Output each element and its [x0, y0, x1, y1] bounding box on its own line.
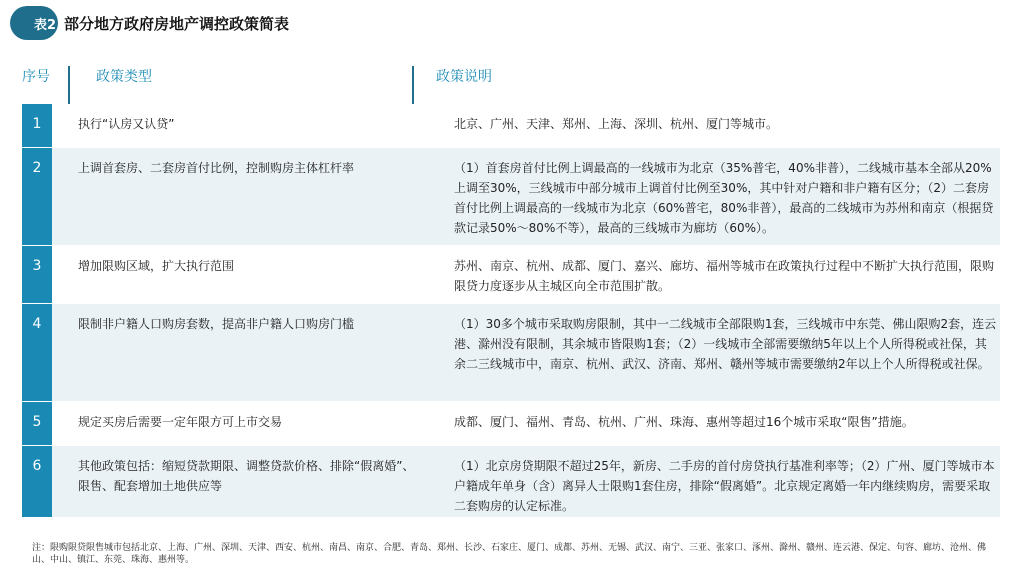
policy-type: 执行“认房又认贷”	[78, 117, 175, 131]
table-number-badge: 表2	[10, 6, 58, 40]
policy-description: 苏州、南京、杭州、成都、厦门、嘉兴、廊坊、福州等城市在政策执行过程中不断扩大执行范围，限购限贷力度逐步从主城区向全市范围扩散。	[454, 259, 995, 293]
table-row	[22, 148, 1000, 246]
row-number: 1	[22, 104, 52, 147]
table-row	[22, 246, 1000, 304]
row-number: 4	[22, 304, 52, 401]
header-no: 序号	[22, 69, 50, 85]
policy-type: 增加限购区域，扩大执行范围	[78, 259, 235, 273]
policy-description: 成都、厦门、福州、青岛、杭州、广州、珠海、惠州等超过16个城市采取“限售”措施。	[454, 415, 914, 429]
table-row	[22, 104, 1000, 148]
policy-description: （1）北京房贷期限不超过25年，新房、二手房的首付房贷执行基准利率等；（2）广州、厦门等城市本户籍成年单身（含）离异人士限购1套住房，排除“假离婚”。北京规定离婚一年内继续购房，需要采取二套购房的认定标准。	[454, 459, 995, 513]
row-number: 3	[22, 246, 52, 303]
table-row	[22, 304, 1000, 402]
table-row	[22, 402, 1000, 446]
table-title: 部分地方政府房地产调控政策简表	[64, 14, 290, 33]
row-number: 5	[22, 402, 52, 445]
table-title-row	[10, 6, 289, 40]
row-number: 6	[22, 446, 52, 517]
row-number: 2	[22, 148, 52, 245]
header-desc: 政策说明	[436, 69, 492, 85]
policy-table	[22, 104, 1000, 518]
footnote: 注：限购限贷限售城市包括北京、上海、广州、深圳、天津、西安、杭州、南昌、南京、合肥、青岛、郑州、长沙、石家庄、厦门、成都、苏州、无锡、武汉、南宁、三亚、张家口、涿州、滁州、赣州、连云港、保定、句容、廊坊、沧州、佛山、中山、镇江、东莞、珠海、惠州等。	[32, 543, 987, 565]
policy-description: （1）30多个城市采取购房限制，其中一二线城市全部限购1套，三线城市中东莞、佛山限购2套，连云港、滁州没有限制，其余城市皆限购1套；（2）一线城市全部需要缴纳5年以上个人所得税或社保，其余二三线城市中，南京、杭州、武汉、济南、郑州、赣州等城市需要缴纳2年以上个人所得税或社保。	[454, 317, 997, 371]
policy-type: 限制非户籍人口购房套数，提高非户籍人口购房门槛	[78, 317, 355, 331]
table-header	[22, 62, 1002, 98]
policy-type: 上调首套房、二套房首付比例，控制购房主体杠杆率	[78, 161, 355, 175]
header-type: 政策类型	[96, 69, 152, 85]
policy-type: 规定买房后需要一定年限方可上市交易	[78, 415, 283, 429]
policy-description: 北京、广州、天津、郑州、上海、深圳、杭州、厦门等城市。	[454, 117, 779, 131]
policy-type: 其他政策包括：缩短贷款期限、调整贷款价格、排除“假离婚”、限售、配套增加土地供应等	[78, 459, 415, 493]
table-row	[22, 446, 1000, 518]
policy-description: （1）首套房首付比例上调最高的一线城市为北京（35%普宅，40%非普），二线城市基本全部从20%上调至30%，三线城市中部分城市上调首付比例至30%，其中针对户籍和非户籍有区分；（2）二套房首付比例上调最高的一线城市为北京（60%普宅，80%非普），最高的二线城市为苏州和南京（根据贷款记录50%～80%不等），最高的三线城市为廊坊（60%）。	[454, 161, 994, 235]
